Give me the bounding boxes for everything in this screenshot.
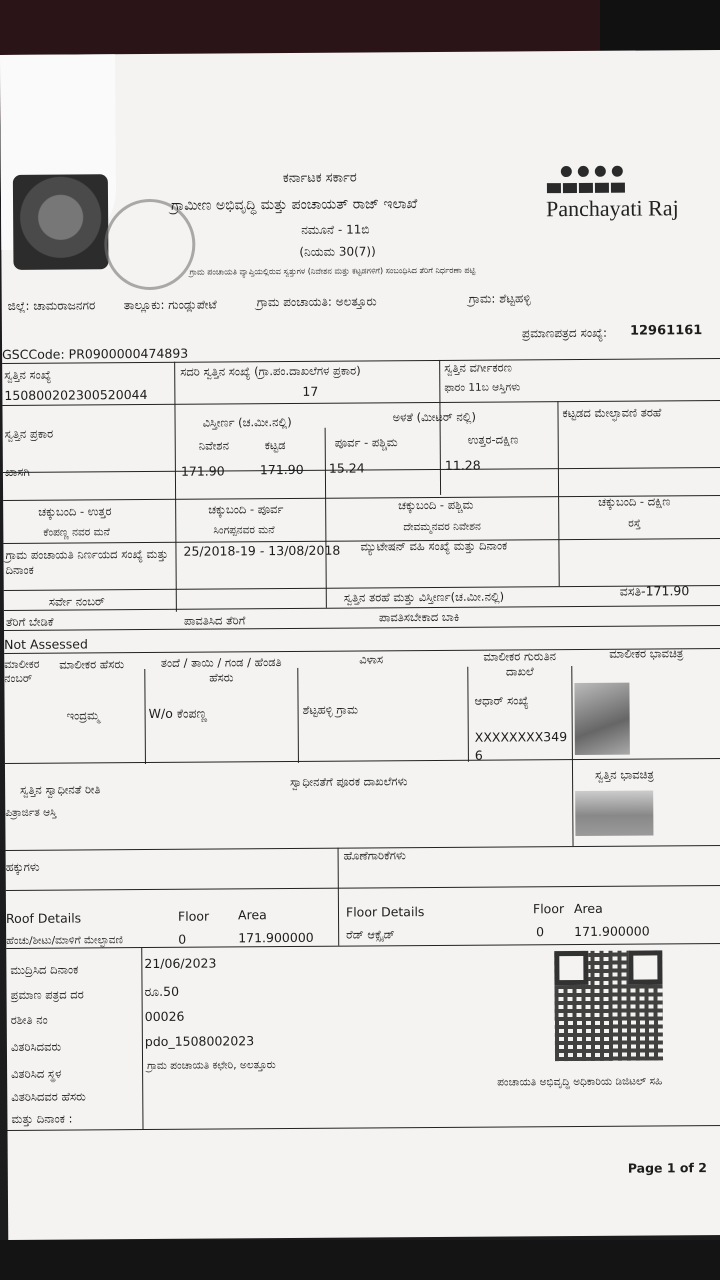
dimension-label: ಅಳತೆ (ಮೀಟರ್ ನಲ್ಲಿ) — [392, 409, 476, 425]
boundary-east-label: ಚಕ್ಕುಬಂದಿ - ಪೂರ್ವ — [208, 502, 284, 517]
resolution-label: ಗ್ರಾಮ ಪಂಚಾಯತಿ ನಿರ್ಣಯದ ಸಂಖ್ಯೆ ಮತ್ತು ದಿನಾಂಕ — [5, 546, 169, 577]
logo-dot-icon — [612, 166, 623, 177]
roof-type-label: ಕಟ್ಟಡದ ಮೇಲ್ಛಾವಣಿ ತರಹೆ — [562, 405, 662, 421]
building-label: ಕಟ್ಟಡ — [264, 438, 286, 453]
owner-parent: W/o ಕೆಂಪಣ್ಣ — [148, 705, 208, 721]
logo-dot-icon — [561, 166, 572, 177]
rule-number: (ನಿಯಮ 30(7)) — [299, 244, 376, 259]
village-no-label: ಸದರಿ ಸ್ವತ್ತಿನ ಸಂಖ್ಯೆ (ಗ್ರಾ.ಪಂ.ದಾಖಲೆಗಳ ಪ್ರಕಾರ) — [180, 363, 361, 379]
property-number: 150800202300520044 — [4, 386, 148, 403]
site-label: ನಿವೇಶನ — [198, 438, 230, 453]
taluk: ತಾಲ್ಲೂಕು: ಗುಂಡ್ಲುಪೇಟೆ — [123, 297, 217, 313]
roof-details-title: Roof Details — [5, 910, 82, 926]
building-area: 171.90 — [259, 461, 304, 478]
village: ಗ್ರಾಮ: ಶೆಟ್ಟಹಳ್ಳಿ — [468, 291, 531, 306]
col-line — [467, 667, 469, 762]
floor-floor-header: Floor — [532, 901, 565, 917]
receipt-label: ರಶೀತಿ ನಂ — [10, 1012, 48, 1027]
logo-bar-icon — [579, 183, 593, 193]
receipt-number: 00026 — [144, 1008, 185, 1025]
site-area: 171.90 — [180, 463, 225, 479]
boundary-west-label: ಚಕ್ಕುಬಂದಿ - ಪಶ್ಚಿಮ — [398, 497, 474, 513]
ownership-docs-label: ಸ್ವಾಧೀನತೆಗೆ ಪೂರಕ ದಾಖಲೆಗಳು — [290, 774, 408, 789]
rule-line — [6, 885, 720, 891]
rule-line — [5, 758, 720, 764]
boundary-south-label: ಚಕ್ಕುಬಂದಿ - ದಕ್ಷಿಣ — [598, 494, 671, 509]
boundary-west: ದೇವಮ್ಮನವರ ನಿವೇಶನ — [403, 520, 481, 534]
col-line — [571, 666, 573, 846]
mutation-label: ಮ್ಯುಟೇಷನ್ ವಹಿ ಸಂಖ್ಯೆ ಮತ್ತು ದಿನಾಂಕ — [360, 538, 508, 554]
issuer-label: ವಿತರಿಸಿದವರು — [10, 1039, 62, 1054]
area-label: ವಿಸ್ತೀರ್ಣ (ಚ.ಮೀ.ನಲ್ಲಿ) — [202, 414, 292, 430]
certificate-number: 12961161 — [629, 323, 703, 339]
form-number: ನಮೂನೆ - 11ಬಿ — [301, 222, 370, 237]
floor-area-header: Area — [573, 900, 603, 917]
district: ಜಿಲ್ಲೆ: ಚಾಮರಾಜನಗರ — [7, 298, 96, 313]
col-line — [174, 362, 177, 612]
ownership-method-label: ಸ್ವತ್ತಿನ ಸ್ವಾಧೀನತೆ ರೀತಿ — [20, 782, 101, 797]
ownership-method: ಪಿತ್ರಾರ್ಜಿತ ಆಸ್ತಿ — [5, 806, 57, 819]
east-west-label: ಪೂರ್ವ - ಪಶ್ಚಿಮ — [334, 435, 398, 450]
floor-type: ರೆಡ್ ಆಕ್ಸೈಡ್ — [346, 927, 395, 942]
print-date: 21/06/2023 — [144, 955, 217, 972]
owner-photo — [574, 683, 630, 755]
form-subtitle: ಗ್ರಾಮ ಪಂಚಾಯತಿ ವ್ಯಾಪ್ತಿಯಲ್ಲಿರುವ ಸ್ವತ್ತುಗಳ (ನಿವೇಶನ ಮತ್ತು ಕಟ್ಟಡಗಳಿಗೆ) ಸಂಬಂಧಿಸಿದ ತೆರಿಗೆ ನಿರ್ಧರಣಾ ಪಟ್ಟಿ — [189, 265, 476, 277]
panchayati-raj-logo — [546, 165, 679, 222]
property-no-label: ಸ್ವತ್ತಿನ ಸಂಖ್ಯೆ — [4, 367, 52, 382]
state-name: ಕರ್ನಾಟಕ ಸರ್ಕಾರ — [282, 170, 357, 187]
gram-panchayat: ಗ್ರಾಮ ಪಂಚಾಯತಿ: ಅಲತ್ತೂರು — [256, 294, 377, 310]
owner-name: ಇಂದ್ರಮ್ಮ — [66, 708, 100, 723]
property-kind-value: ವಸತಿ-171.90 — [619, 583, 690, 599]
fee-label: ಪ್ರಮಾಣ ಪತ್ರದ ದರ — [10, 987, 84, 1002]
col-line — [144, 669, 146, 764]
survey-label: ಸರ್ವೇ ನಂಬರ್ — [48, 594, 105, 609]
col-line — [325, 428, 327, 608]
rule-line — [4, 625, 720, 631]
rights-label: ಹಕ್ಕುಗಳು — [5, 859, 40, 874]
digital-signature-label: ಪಂಚಾಯತಿ ಅಭಿವೃದ್ಧಿ ಅಧಿಕಾರಿಯ ಡಿಜಿಟಲ್ ಸಹಿ — [497, 1075, 663, 1089]
roof-floor: 0 — [178, 931, 187, 947]
logo-bar-icon — [595, 183, 609, 193]
resolution-value: 25/2018-19 - 13/08/2018 — [183, 542, 341, 559]
owner-id-type: ಆಧಾರ್ ಸಂಖ್ಯೆ — [474, 693, 529, 708]
col-line — [557, 401, 559, 586]
rule-line — [8, 1125, 720, 1131]
tax-paid-label: ಪಾವತಿಸಿದ ತೆರಿಗೆ — [183, 613, 246, 628]
tax-demand-label: ತೆರಿಗೆ ಬೇಡಿಕೆ — [5, 614, 54, 629]
gsc-code: GSCCode: PR0900000474893 — [2, 345, 189, 362]
owner-no-label: ಮಾಲೀಕರ ನಂಬರ್ — [4, 657, 40, 685]
roof-area-header: Area — [237, 907, 267, 923]
issuer: pdo_1508002023 — [144, 1033, 255, 1050]
classification-label: ಸ್ವತ್ತಿನ ವರ್ಗೀಕರಣ — [444, 360, 512, 375]
floor-area: 171.900000 — [574, 923, 650, 940]
print-date-label: ಮುದ್ರಿಸಿದ ದಿನಾಂಕ — [10, 962, 79, 977]
property-kind-label: ಸ್ವತ್ತಿನ ತರಹೆ ಮತ್ತು ವಿಸ್ತೀರ್ಣ(ಚ.ಮೀ.ನಲ್ಲಿ) — [343, 589, 505, 605]
liabilities-label: ಹೊಣೆಗಾರಿಕೆಗಳು — [343, 848, 406, 863]
property-photo-label: ಸ್ವತ್ತಿನ ಭಾವಚಿತ್ರ — [594, 767, 654, 782]
logo-text: Panchayati Raj — [545, 195, 679, 222]
floor-floor: 0 — [536, 924, 545, 940]
col-line — [297, 668, 299, 763]
classification-value: ಫಾರಂ 11ಬ ಆಸ್ತಿಗಳು — [444, 381, 521, 394]
fee: ರೂ.50 — [144, 983, 180, 1000]
boundary-north-label: ಚಕ್ಕುಬಂದಿ - ಉತ್ತರ — [38, 504, 112, 519]
owner-id-number-cont: 6 — [474, 747, 483, 763]
roof-area: 171.900000 — [238, 929, 314, 946]
north-south-value: 11.28 — [444, 457, 481, 473]
qr-code — [554, 950, 663, 1061]
logo-dot-icon — [578, 166, 589, 177]
boundary-south: ರಸ್ತೆ — [628, 517, 641, 530]
page-number: Page 1 of 2 — [627, 1160, 708, 1176]
col-line — [439, 360, 441, 495]
certificate-label: ಪ್ರಮಾಣಪತ್ರದ ಸಂಖ್ಯೆ: — [521, 325, 608, 341]
issue-place: ಗ್ರಾಮ ಪಂಚಾಯತಿ ಕಛೇರಿ, ಅಲತ್ತೂರು — [147, 1059, 276, 1072]
boundary-east: ಸಿಂಗಪ್ಪನವರ ಮನೆ — [213, 524, 275, 537]
owner-parent-label: ತಂದೆ / ತಾಯಿ / ಗಂಡ / ಹೆಂಡತಿ ಹೆಸರು — [160, 655, 282, 685]
col-line — [338, 848, 340, 946]
village-property-number: 17 — [302, 383, 319, 399]
owner-address-label: ವಿಳಾಸ — [359, 652, 384, 667]
logo-bar-icon — [563, 183, 577, 193]
department-name: ಗ್ರಾಮೀಣ ಅಭಿವೃದ್ಧಿ ಮತ್ತು ಪಂಚಾಯತ್ ರಾಜ್ ಇಲಾಖೆ — [171, 196, 418, 214]
tax-due-label: ಪಾವತಿಸಬೇಕಾದ ಬಾಕಿ — [378, 609, 460, 625]
property-type-value: ಖಾಸಗಿ — [4, 464, 30, 479]
roof-type: ಹೆಂಚು/ಶೀಟು/ಮಾಳಿಗೆ ಮೇಲ್ಛಾವಣಿ — [6, 934, 123, 947]
rule-line — [4, 605, 720, 611]
owner-name-label: ಮಾಲೀಕರ ಹೆಸರು — [59, 657, 125, 672]
owner-id-number: XXXXXXXX349 — [474, 729, 568, 745]
owner-address: ಶೆಟ್ಟಹಳ್ಳಿ ಗ್ರಾಮ — [302, 702, 359, 717]
document-page — [0, 50, 720, 1240]
north-south-label: ಉತ್ತರ-ದಕ್ಷಿಣ — [467, 432, 519, 447]
property-photo — [575, 790, 653, 836]
background-bottom — [0, 1240, 720, 1280]
received-date-label: ಮತ್ತು ದಿನಾಂಕ : — [11, 1111, 73, 1126]
logo-dot-icon — [595, 166, 606, 177]
karnataka-emblem — [13, 174, 109, 270]
logo-bar-icon — [611, 183, 625, 193]
logo-bar-icon — [547, 183, 561, 193]
col-line — [141, 947, 143, 1129]
tax-demand-value: Not Assessed — [4, 636, 88, 652]
issue-place-label: ವಿತರಿಸಿದ ಸ್ಥಳ — [11, 1066, 62, 1081]
owner-id-label: ಮಾಲೀಕರ ಗುರುತಿನ ದಾಖಲೆ — [483, 649, 557, 679]
recipient-label: ವಿತರಿಸಿದವರ ಹೆಸರು — [11, 1089, 86, 1104]
boundary-north: ಕೆಂಪಣ್ಣ ನವರ ಮನೆ — [43, 526, 110, 539]
owner-photo-label: ಮಾಲೀಕರ ಭಾವಚಿತ್ರ — [609, 646, 684, 661]
property-type-label: ಸ್ವತ್ತಿನ ಪ್ರಕಾರ — [4, 426, 54, 441]
floor-details-title: Floor Details — [345, 904, 425, 920]
roof-floor-header: Floor — [177, 908, 210, 924]
east-west-value: 15.24 — [328, 460, 365, 476]
